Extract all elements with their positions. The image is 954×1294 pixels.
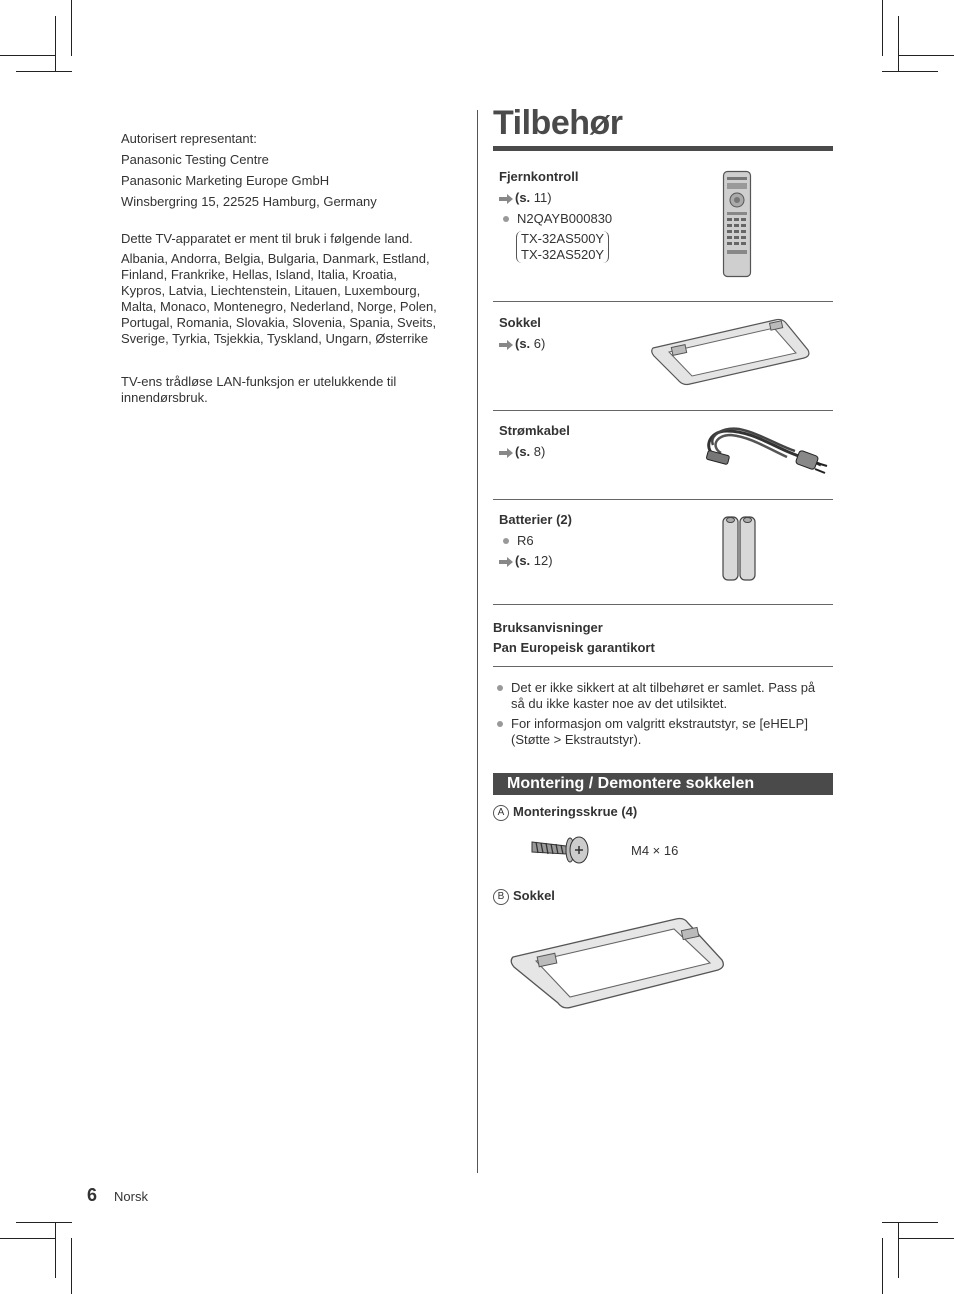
country-line: Malta, Monaco, Montenegro, Nederland, Norge, Polen, <box>121 299 437 314</box>
crop-mark <box>882 1238 883 1294</box>
ref-number: 12) <box>533 553 553 568</box>
wlan-line: innendørsbruk. <box>121 390 208 405</box>
item-cable <box>499 423 659 460</box>
arrow-icon <box>499 194 513 204</box>
item-stand-ref <box>499 336 639 352</box>
countries-block <box>121 231 466 347</box>
wlan-line: TV-ens trådløse LAN-funksjon er utelukkende til <box>121 374 397 389</box>
page-title: Tilbehør <box>493 104 623 142</box>
crop-mark <box>71 0 72 56</box>
documents-block <box>493 618 655 658</box>
note-line: så du ikke kaster noe av det utilsiktet. <box>511 696 728 711</box>
crop-mark <box>882 1222 938 1223</box>
ref-prefix: (s. <box>515 336 531 351</box>
note-item <box>493 716 833 748</box>
divider <box>493 604 833 605</box>
ref-prefix: (s. <box>515 553 531 568</box>
page-number: 6 <box>87 1185 98 1205</box>
item-remote-ref <box>499 190 679 206</box>
batteries-illustration <box>721 513 757 583</box>
country-line: Albania, Andorra, Belgia, Bulgaria, Danmark, Estland, <box>121 251 430 266</box>
part-b-name: Sokkel <box>513 888 555 903</box>
country-line: Sverige, Tyrkia, Tsjekkia, Tyskland, Ungarn, Østerrike <box>121 331 429 346</box>
representative-block <box>121 128 461 212</box>
model-name: TX-32AS500Y <box>521 231 605 246</box>
crop-mark <box>898 16 899 72</box>
arrow-icon <box>499 448 513 458</box>
document-item: Pan Europeisk garantikort <box>493 640 655 655</box>
divider <box>493 410 833 411</box>
bullet-icon <box>503 216 509 222</box>
crop-mark <box>898 1222 899 1278</box>
intended-use-line: Dette TV-apparatet er ment til bruk i følgende land. <box>121 231 413 246</box>
item-cable-name: Strømkabel <box>499 423 570 438</box>
remote-code: N2QAYB000830 <box>517 211 613 226</box>
arrow-icon <box>499 557 513 567</box>
note-line: For informasjon om valgritt ekstrautstyr, se [eHELP] <box>511 716 808 731</box>
bullet-icon <box>497 721 503 727</box>
crop-mark <box>882 0 883 56</box>
stand-illustration <box>650 316 812 388</box>
ref-prefix: (s. <box>515 444 531 459</box>
battery-type: R6 <box>517 533 534 548</box>
ref-number: 11) <box>533 190 552 205</box>
crop-mark <box>16 71 72 72</box>
item-batteries-type <box>499 533 659 549</box>
rep-line: Autorisert representant: <box>121 131 257 146</box>
wlan-note <box>121 374 466 406</box>
screw-illustration <box>530 832 590 866</box>
title-underline <box>493 146 833 151</box>
crop-mark <box>0 1238 56 1239</box>
model-list <box>516 231 609 263</box>
crop-mark <box>16 1222 72 1223</box>
ref-prefix: (s. <box>515 190 531 205</box>
item-batteries-name: Batterier (2) <box>499 512 572 527</box>
note-line: Det er ikke sikkert at alt tilbehøret er samlet. Pass på <box>511 680 816 695</box>
part-b-label <box>493 888 555 905</box>
item-remote-name: Fjernkontroll <box>499 169 579 184</box>
marker-b: B <box>493 889 509 905</box>
remote-control-illustration <box>722 170 752 278</box>
note-line: (Støtte > Ekstrautstyr). <box>511 732 642 747</box>
part-a-label <box>493 804 637 821</box>
crop-mark <box>898 1238 954 1239</box>
crop-mark <box>898 55 954 56</box>
bullet-icon <box>497 685 503 691</box>
rep-line: Panasonic Marketing Europe GmbH <box>121 173 330 188</box>
divider <box>493 666 833 667</box>
item-cable-ref <box>499 444 659 460</box>
section-header: Montering / Demontere sokkelen <box>493 773 833 795</box>
part-a-name: Monteringsskrue (4) <box>513 804 638 819</box>
item-remote <box>499 169 679 263</box>
item-batteries <box>499 512 659 569</box>
rep-line: Panasonic Testing Centre <box>121 152 269 167</box>
stand-large-illustration <box>508 915 730 1013</box>
divider <box>493 301 833 302</box>
crop-mark <box>55 1222 56 1278</box>
crop-mark <box>882 71 938 72</box>
notes-block <box>493 680 833 748</box>
power-cable-illustration <box>703 423 829 479</box>
crop-mark <box>71 1238 72 1294</box>
item-remote-code <box>499 211 679 227</box>
model-name: TX-32AS520Y <box>521 247 605 262</box>
country-line: Kypros, Latvia, Liechtenstein, Litauen, Luxembourg, <box>121 283 421 298</box>
rep-line: Winsbergring 15, 22525 Hamburg, Germany <box>121 194 377 209</box>
divider <box>493 499 833 500</box>
country-line: Portugal, Romania, Slovakia, Slovenia, Spania, Sveits, <box>121 315 437 330</box>
item-batteries-ref <box>499 553 659 569</box>
marker-a: A <box>493 805 509 821</box>
document-item: Bruksanvisninger <box>493 620 603 635</box>
item-stand <box>499 315 639 352</box>
screw-size: M4 × 16 <box>631 843 679 858</box>
footer-language: Norsk <box>114 1189 148 1204</box>
crop-mark <box>0 55 56 56</box>
crop-mark <box>55 16 56 72</box>
bullet-icon <box>503 538 509 544</box>
column-divider <box>477 110 478 1173</box>
note-item <box>493 680 833 712</box>
ref-number: 8) <box>533 444 546 459</box>
arrow-icon <box>499 340 513 350</box>
item-stand-name: Sokkel <box>499 315 541 330</box>
country-line: Finland, Frankrike, Hellas, Island, Italia, Kroatia, <box>121 267 398 282</box>
ref-number: 6) <box>533 336 546 351</box>
